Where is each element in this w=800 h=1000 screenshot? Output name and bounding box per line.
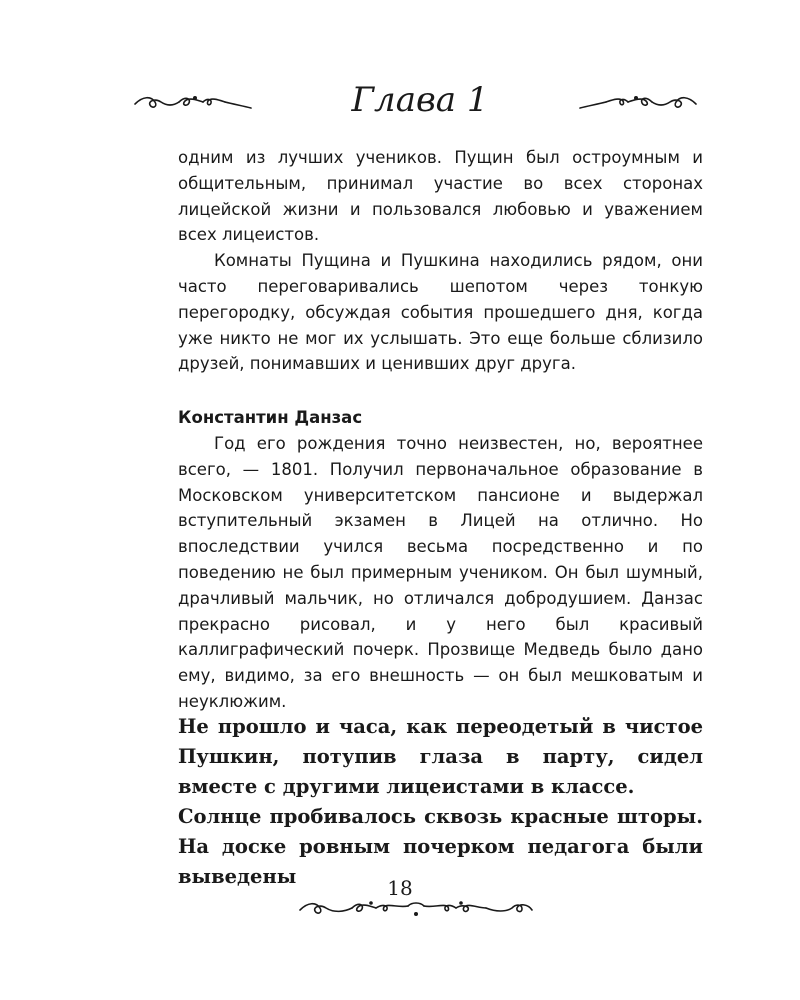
flourish-right-icon <box>578 90 698 114</box>
sidebar-biography <box>178 145 703 715</box>
chapter-header <box>0 78 800 128</box>
main-paragraph: Солнце пробивалось сквозь красные шторы. На доске ровным почерком педагога были выведены <box>178 805 703 888</box>
sidebar-heading: Константин Данзас <box>178 408 363 428</box>
sidebar-paragraph: одним из лучших учеников. Пущин был остроумным и общительным, принимал участие во всех сторонах лицейской жизни и пользовался любовью и уважением всех лицеистов. <box>178 148 703 245</box>
chapter-title: Глава 1 <box>351 80 489 120</box>
flourish-left-icon <box>133 90 253 114</box>
main-paragraph: Не прошло и часа, как переодетый в чистое Пушкин, потупив глаза в парту, сидел вместе с другими лицеистами в классе. <box>178 715 703 798</box>
page-number: 18 <box>387 876 413 900</box>
flourish-bottom-icon <box>296 896 536 922</box>
sidebar-paragraph: Год его рождения точно неизвестен, но, вероятнее всего, — 1801. Получил первоначальное образование в Московском университетском пансионе и выдержал вступительный экзамен в Лицей на отлично. Но впоследствии учился весьма посредственно и по поведению не был примерным учеником. Он был шумный, драчливый мальчик, но отличался добродушием. Данзас прекрасно рисовал, и у него был красивый каллиграфический почерк. Прозвище Медведь было дано ему, видимо, за его внешность — он был мешковатым и неуклюжим. <box>178 433 703 711</box>
main-text <box>178 712 703 892</box>
sidebar-paragraph: Комнаты Пущина и Пушкина находились рядом, они часто переговаривались шепотом через тонкую перегородку, обсуждая события прошедшего дня, когда уже никто не мог их услышать. Это еще больше сблизило друзей, понимавших и ценивших друг друга. <box>178 251 703 374</box>
